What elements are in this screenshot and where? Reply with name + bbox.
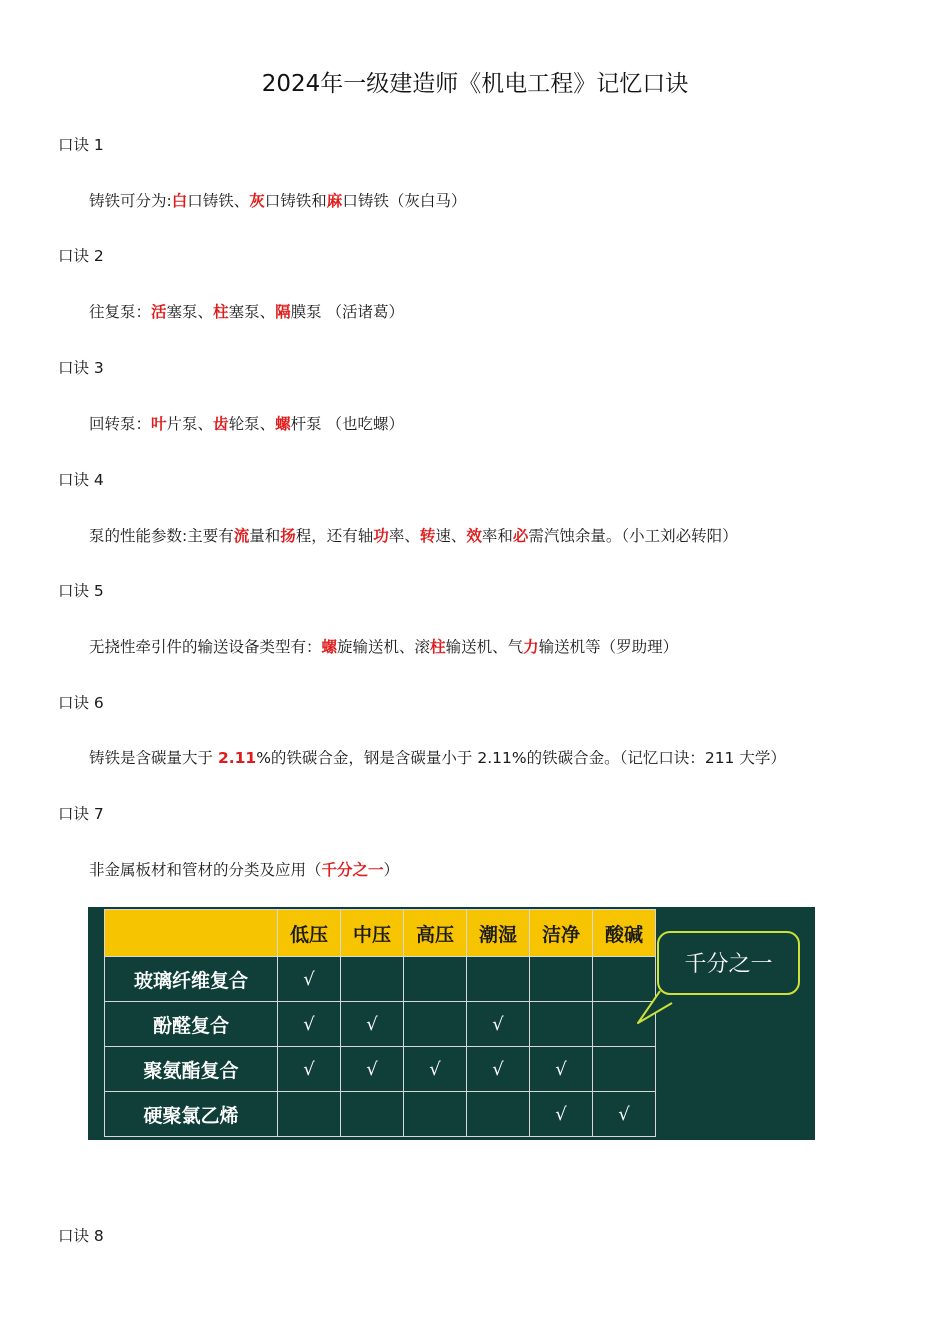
check-mark <box>530 957 593 1002</box>
highlight-text: 白 <box>171 192 188 210</box>
section-4-heading: 口诀 4 <box>58 471 104 489</box>
section-3-heading: 口诀 3 <box>58 359 104 377</box>
body-text: 杆泵 （也吃螺） <box>290 415 405 433</box>
section-4-text <box>89 525 738 547</box>
section-3-text <box>89 413 404 435</box>
section-7-text <box>89 859 399 881</box>
column-header: 洁净 <box>530 910 593 957</box>
section-2-heading: 口诀 2 <box>58 247 104 265</box>
section-5-text <box>89 636 678 658</box>
check-mark: √ <box>341 1002 404 1047</box>
highlight-text: 隔 <box>275 303 291 321</box>
column-header: 高压 <box>404 910 467 957</box>
page-title: 2024年一级建造师《机电工程》记忆口诀 <box>261 71 689 97</box>
section-1-text <box>89 190 466 212</box>
section-2-text <box>89 301 404 323</box>
body-text: 铸铁是含碳量大于 <box>89 749 218 767</box>
material-table <box>104 909 656 1137</box>
check-mark: √ <box>278 957 341 1002</box>
column-header: 低压 <box>278 910 341 957</box>
check-mark: √ <box>530 1092 593 1137</box>
body-text: 口铸铁（灰白马） <box>342 192 467 210</box>
body-text: 非金属板材和管材的分类及应用（ <box>89 861 322 879</box>
check-mark <box>467 957 530 1002</box>
highlight-text: 效 <box>466 527 482 545</box>
highlight-text: 螺 <box>321 638 338 656</box>
body-text: 输送机、气 <box>445 638 524 656</box>
highlight-text: 灰 <box>249 192 265 210</box>
check-mark: √ <box>404 1047 467 1092</box>
body-text: 程，还有轴 <box>295 527 374 545</box>
section-5-heading: 口诀 5 <box>58 582 104 600</box>
row-label: 酚醛复合 <box>105 1002 278 1047</box>
check-mark: √ <box>278 1002 341 1047</box>
section-1-heading: 口诀 1 <box>58 136 104 154</box>
body-text: 需汽蚀余量。（小工刘必转阳） <box>528 527 738 545</box>
body-text: 口铸铁和 <box>264 192 327 210</box>
body-text: ） <box>383 861 400 879</box>
body-text: 膜泵 （活诸葛） <box>290 303 405 321</box>
body-text: 率、 <box>388 527 420 545</box>
material-table-image <box>88 907 815 1140</box>
callout-bubble: 千分之一 <box>657 931 800 995</box>
body-text: 率和 <box>481 527 513 545</box>
table-corner-cell <box>105 910 278 957</box>
row-label: 硬聚氯乙烯 <box>105 1092 278 1137</box>
table-header-row <box>105 910 656 957</box>
table-row <box>105 1047 656 1092</box>
body-text: 回转泵： <box>89 415 152 433</box>
check-mark <box>530 1002 593 1047</box>
table-row <box>105 1002 656 1047</box>
highlight-text: 柱 <box>213 303 229 321</box>
highlight-text: 齿 <box>213 415 229 433</box>
body-text: 速、 <box>435 527 467 545</box>
body-text: 塞泵、 <box>166 303 214 321</box>
check-mark: √ <box>467 1047 530 1092</box>
check-mark <box>404 1092 467 1137</box>
column-header: 酸碱 <box>593 910 656 957</box>
row-label: 玻璃纤维复合 <box>105 957 278 1002</box>
body-text: 旋输送机、滚 <box>337 638 431 656</box>
body-text: %的铁碳合金，钢是含碳量小于 2.11%的铁碳合金。（记忆口诀：211 大学） <box>256 749 786 767</box>
check-mark: √ <box>593 1092 656 1137</box>
body-text: 输送机等（罗助理） <box>538 638 679 656</box>
body-text: 往复泵： <box>89 303 152 321</box>
check-mark: √ <box>341 1047 404 1092</box>
callout-tail-icon <box>636 989 676 1029</box>
body-text: 口铸铁、 <box>187 192 250 210</box>
check-mark: √ <box>278 1047 341 1092</box>
highlight-text: 流 <box>233 527 250 545</box>
table-row <box>105 1092 656 1137</box>
check-mark <box>341 1092 404 1137</box>
body-text: 量和 <box>249 527 281 545</box>
table-row <box>105 957 656 1002</box>
check-mark <box>341 957 404 1002</box>
highlight-text: 转 <box>419 527 436 545</box>
highlight-text: 功 <box>373 527 389 545</box>
highlight-text: 必 <box>512 527 529 545</box>
section-6-heading: 口诀 6 <box>58 694 104 712</box>
column-header: 潮湿 <box>467 910 530 957</box>
check-mark <box>593 1047 656 1092</box>
body-text: 塞泵、 <box>228 303 276 321</box>
row-label: 聚氨酯复合 <box>105 1047 278 1092</box>
check-mark <box>404 957 467 1002</box>
section-6-text <box>89 747 786 769</box>
check-mark: √ <box>530 1047 593 1092</box>
check-mark <box>278 1092 341 1137</box>
body-text: 铸铁可分为: <box>89 192 172 210</box>
highlight-text: 千分之一 <box>321 861 384 879</box>
body-text: 轮泵、 <box>228 415 276 433</box>
highlight-text: 柱 <box>430 638 446 656</box>
highlight-text: 螺 <box>275 415 291 433</box>
section-7-heading: 口诀 7 <box>58 805 104 823</box>
highlight-text: 活 <box>151 303 167 321</box>
highlight-text: 2.11 <box>217 749 257 767</box>
check-mark <box>404 1002 467 1047</box>
section-8-heading: 口诀 8 <box>58 1227 104 1245</box>
highlight-text: 麻 <box>326 192 343 210</box>
column-header: 中压 <box>341 910 404 957</box>
body-text: 无挠性牵引件的输送设备类型有： <box>89 638 322 656</box>
body-text: 片泵、 <box>166 415 214 433</box>
check-mark <box>467 1092 530 1137</box>
highlight-text: 叶 <box>151 415 167 433</box>
body-text: 泵的性能参数:主要有 <box>89 527 234 545</box>
check-mark: √ <box>467 1002 530 1047</box>
highlight-text: 力 <box>523 638 539 656</box>
highlight-text: 扬 <box>280 527 296 545</box>
